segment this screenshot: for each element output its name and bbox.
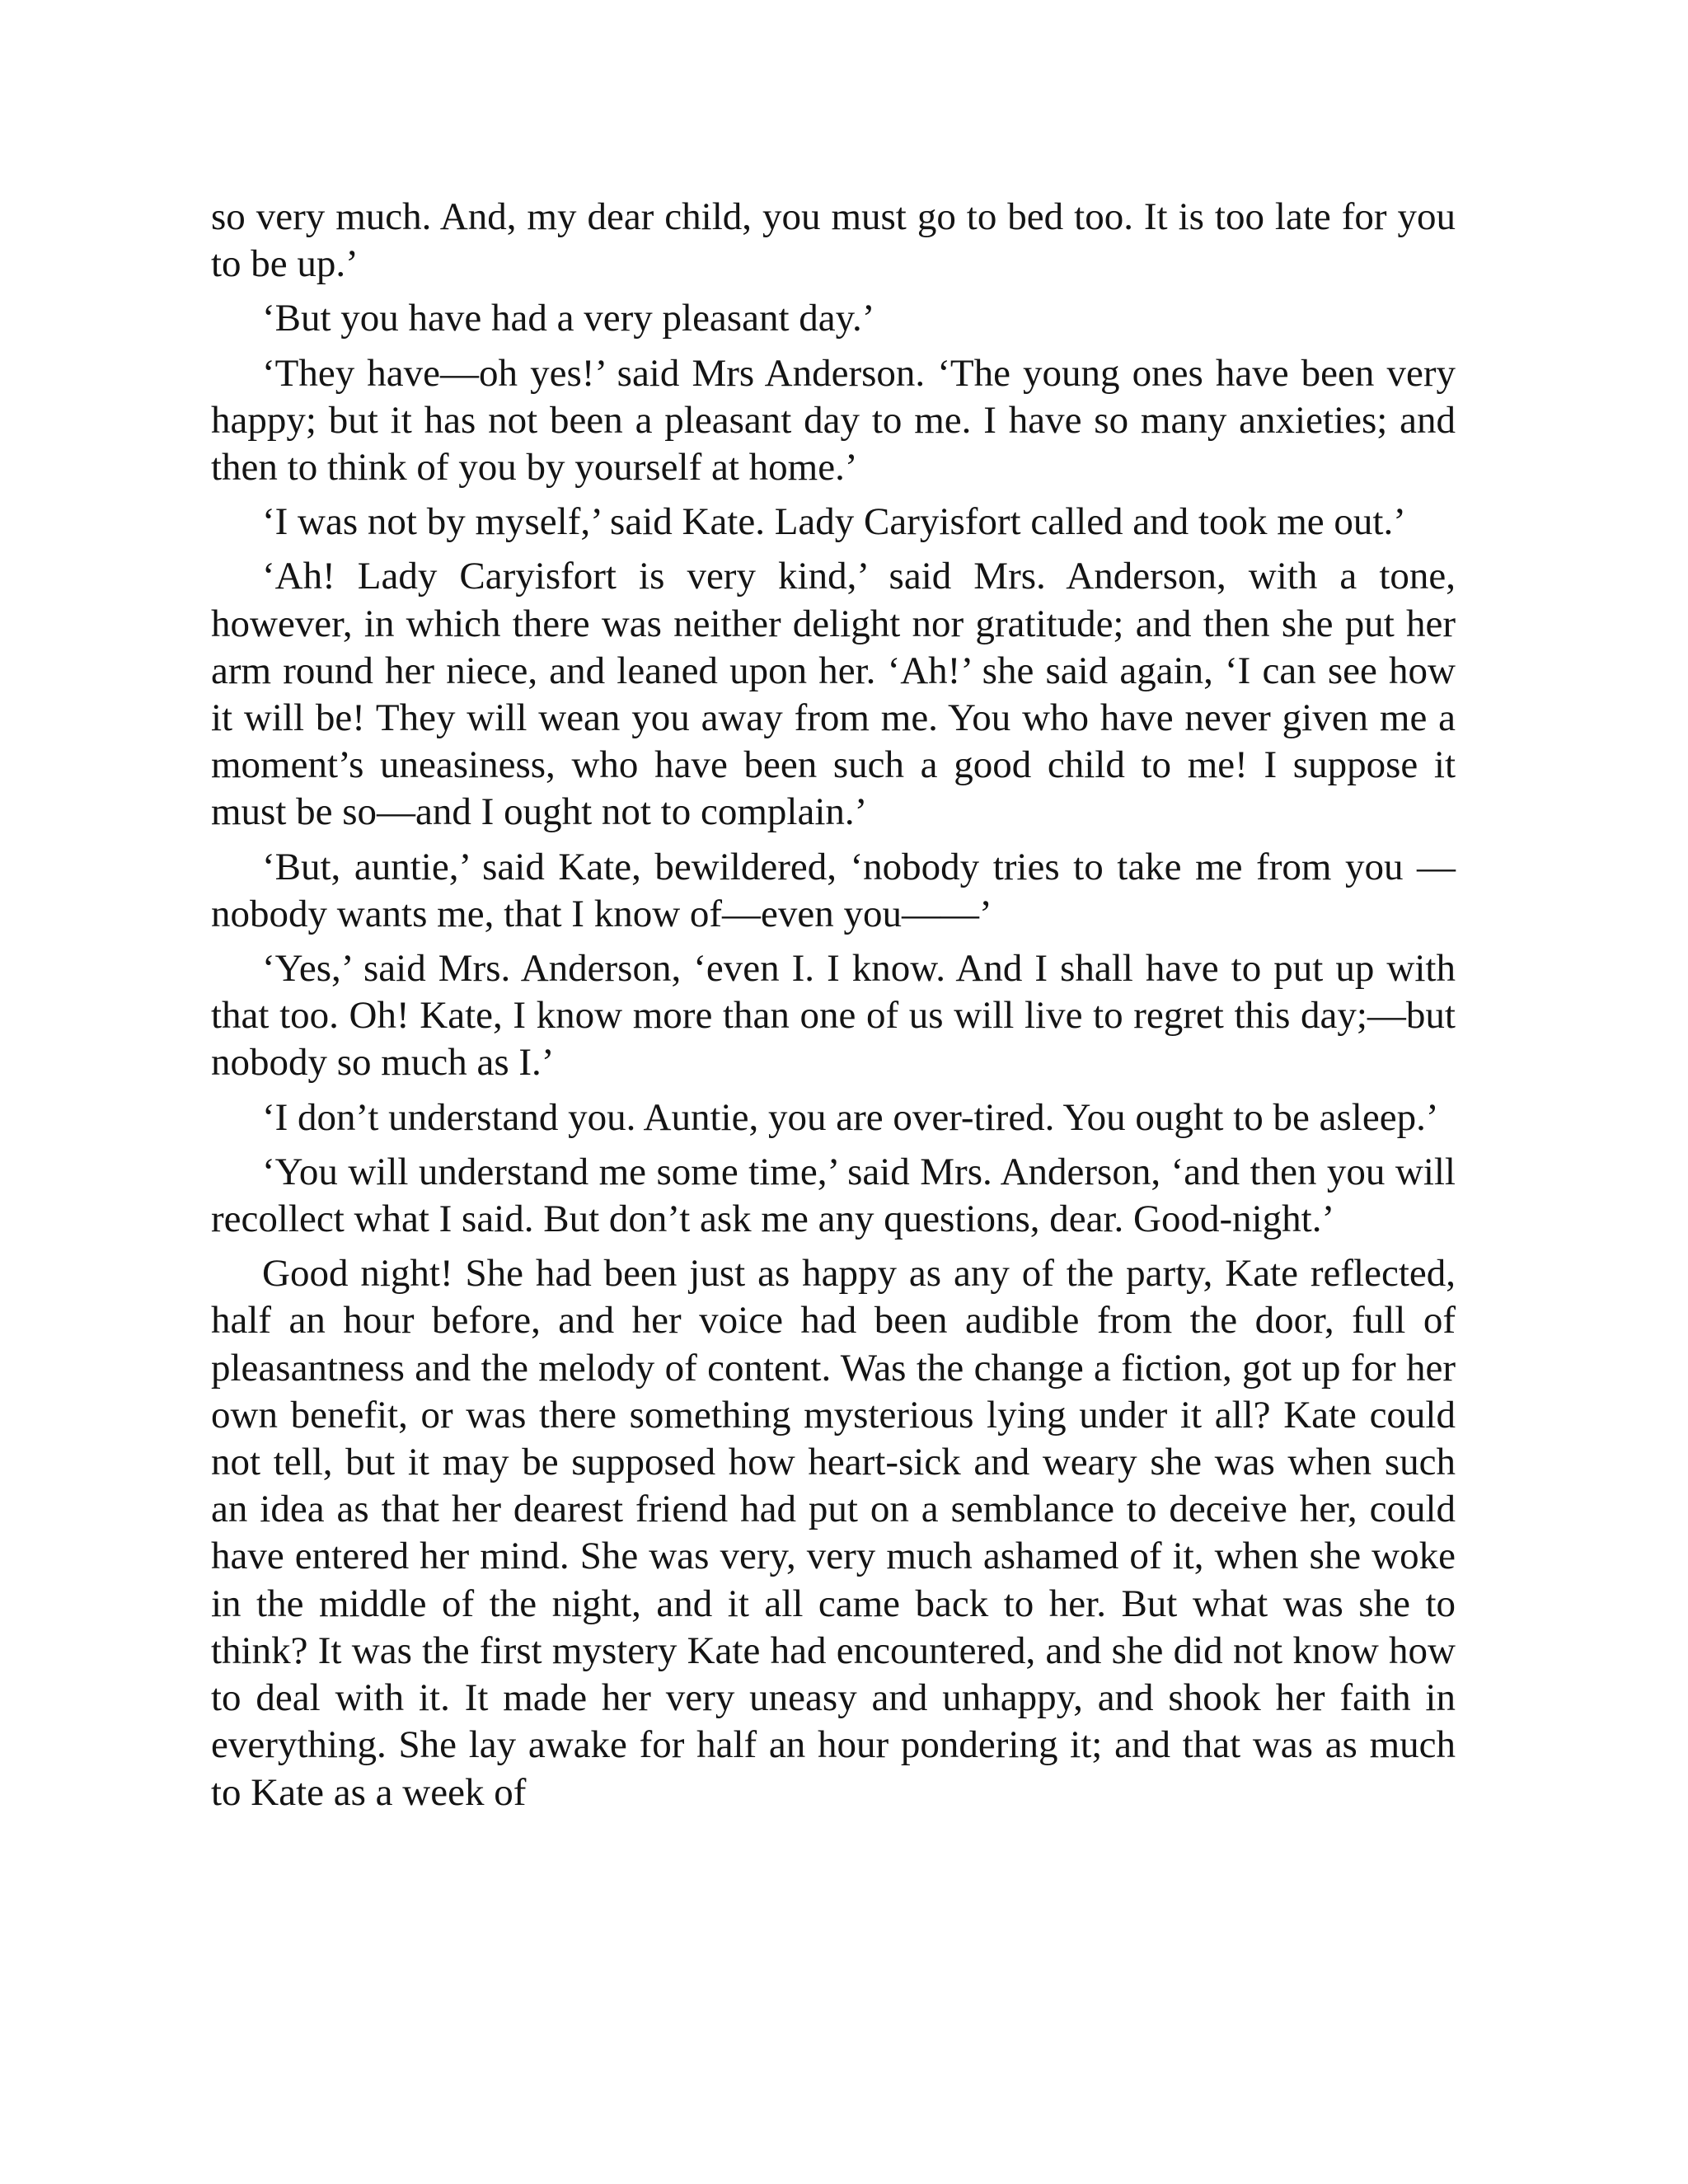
- paragraph: ‘You will understand me some time,’ said Mrs. Anderson, ‘and then you will recollect what I said. But don’t ask me any questions, dear. Good-night.’: [211, 1150, 1456, 1241]
- paragraph: ‘But you have had a very pleasant day.’: [262, 297, 875, 340]
- paragraph-continuation: so very much. And, my dear child, you must go to bed too. It is too late for you to be up.’: [211, 195, 1456, 286]
- paragraph: ‘I was not by myself,’ said Kate. Lady Caryisfort called and took me out.’: [262, 500, 1406, 544]
- body-text: [211, 194, 1456, 1824]
- paragraph: ‘Ah! Lady Caryisfort is very kind,’ said Mrs. Anderson, with a tone, however, in which there was neither delight nor gratitude; and then she put her arm round her niece, and leaned upon her. ‘Ah!’ she said again, ‘I can see how it will be! They will wean you away from me. You who have never given me a moment’s uneasiness, who have been such a good child to me! I suppose it must be so—and I ought not to complain.’: [211, 555, 1456, 834]
- paragraph: ‘But, auntie,’ said Kate, bewildered, ‘nobody tries to take me from you —nobody wants me, that I know of—even you——’: [211, 845, 1456, 935]
- paragraph: ‘Yes,’ said Mrs. Anderson, ‘even I. I know. And I shall have to put up with that too. Oh! Kate, I know more than one of us will live to regret this day;—but nobody so much as I.’: [211, 947, 1456, 1085]
- paragraph: ‘I don’t understand you. Auntie, you are over-tired. You ought to be asleep.’: [262, 1095, 1439, 1139]
- paragraph: Good night! She had been just as happy as any of the party, Kate reflected, half an hour before, and her voice had been audible from the door, full of pleasantness and the melody of content. Was the change a fiction, got up for her own benefit, or was there something mysterious lying under it all? Kate could not tell, but it may be supposed how heart-sick and weary she was when such an idea as that her dearest friend had put on a semblance to deceive her, could have entered her mind. She was very, very much ashamed of it, when she woke in the middle of the night, and it all came back to her. But what was she to think? It was the first mystery Kate had encountered, and she did not know how to deal with it. It made her very uneasy and unhappy, and shook her faith in everything. She lay awake for half an hour pondering it; and that was as much to Kate as a week of: [211, 1252, 1456, 1814]
- paragraph: ‘They have—oh yes!’ said Mrs Anderson. ‘The young ones have been very happy; but it has not been a pleasant day to me. I have so many anxieties; and then to think of you by yourself at home.’: [211, 351, 1456, 490]
